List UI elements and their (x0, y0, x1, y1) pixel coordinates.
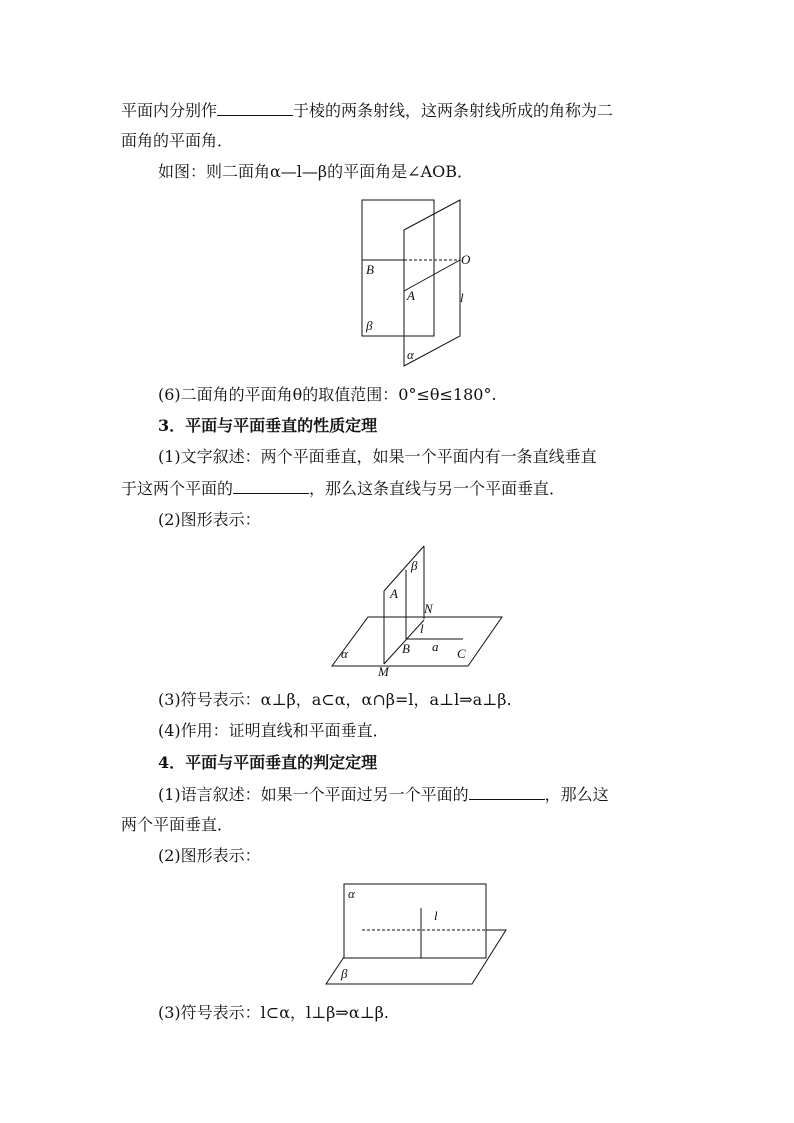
sec4-p1-a1: (1)语言叙述：如果一个平面过另一个平面的 (158, 785, 469, 804)
intro-text-a: 平面内分别作 (121, 101, 218, 120)
label-beta: β (341, 966, 348, 981)
section-4-heading: 4．平面与平面垂直的判定定理 (158, 753, 378, 772)
perpendicular-planes-criterion-figure (318, 878, 510, 990)
intro-line-2: 面角的平面角． (121, 131, 234, 150)
sec4-p1-a2: ，那么这 (544, 785, 609, 804)
intro-line-3: 如图：则二面角α—l—β的平面角是∠AOB． (158, 162, 474, 181)
label-A: A (407, 288, 415, 303)
label-O: O (461, 252, 471, 267)
sec3-p3: (3)符号表示：α⊥β，a⊂α，α∩β=l，a⊥l⇒a⊥β. (158, 690, 512, 709)
label-l: l (434, 908, 438, 923)
sec3-p1-line1: (1)文字叙述：两个平面垂直，如果一个平面内有一条直线垂直 (158, 447, 597, 466)
section-3-heading: 3．平面与平面垂直的性质定理 (158, 416, 378, 435)
fill-blank[interactable] (233, 478, 309, 494)
sec3-p2: (2)图形表示： (158, 510, 261, 529)
label-A: A (390, 586, 398, 601)
plane-alpha (404, 200, 460, 366)
sec4-p3: (3)符号表示：l⊂α，l⊥β⇒α⊥β. (158, 1003, 390, 1022)
plane-alpha (332, 617, 502, 666)
sec4-p1-line1 (158, 784, 609, 805)
plane-alpha (344, 884, 486, 958)
sec4-p1-line2: 两个平面垂直． (121, 815, 234, 834)
label-alpha: α (407, 347, 414, 362)
label-C: C (457, 646, 466, 661)
label-N: N (424, 601, 433, 616)
label-alpha: α (348, 886, 355, 901)
fill-blank[interactable] (217, 100, 293, 116)
label-beta: β (411, 558, 418, 573)
label-alpha: α (341, 646, 348, 661)
label-B: B (402, 641, 410, 656)
label-beta: β (366, 318, 373, 333)
sec3-p1-b2: ，那么这条直线与另一个平面垂直． (309, 479, 566, 498)
sec3-p1-line2 (121, 478, 565, 499)
intro-line-1 (121, 100, 613, 121)
label-B: B (366, 262, 374, 277)
label-a: a (432, 639, 439, 654)
sec3-p1-b1: 于这两个平面的 (121, 479, 234, 498)
perpendicular-planes-property-figure (328, 540, 518, 680)
label-M: M (378, 664, 389, 679)
sec3-p4: (4)作用：证明直线和平面垂直． (158, 721, 389, 740)
intro-text-b: 于棱的两条射线，这两条射线所成的角称为二 (293, 101, 614, 120)
dihedral-angle-figure (356, 196, 480, 372)
sec4-p2: (2)图形表示： (158, 846, 261, 865)
fill-blank[interactable] (469, 784, 545, 800)
label-l: l (460, 290, 464, 305)
label-l: l (420, 621, 424, 636)
item-6: (6)二面角的平面角θ的取值范围：0°≤θ≤180°. (158, 385, 497, 404)
